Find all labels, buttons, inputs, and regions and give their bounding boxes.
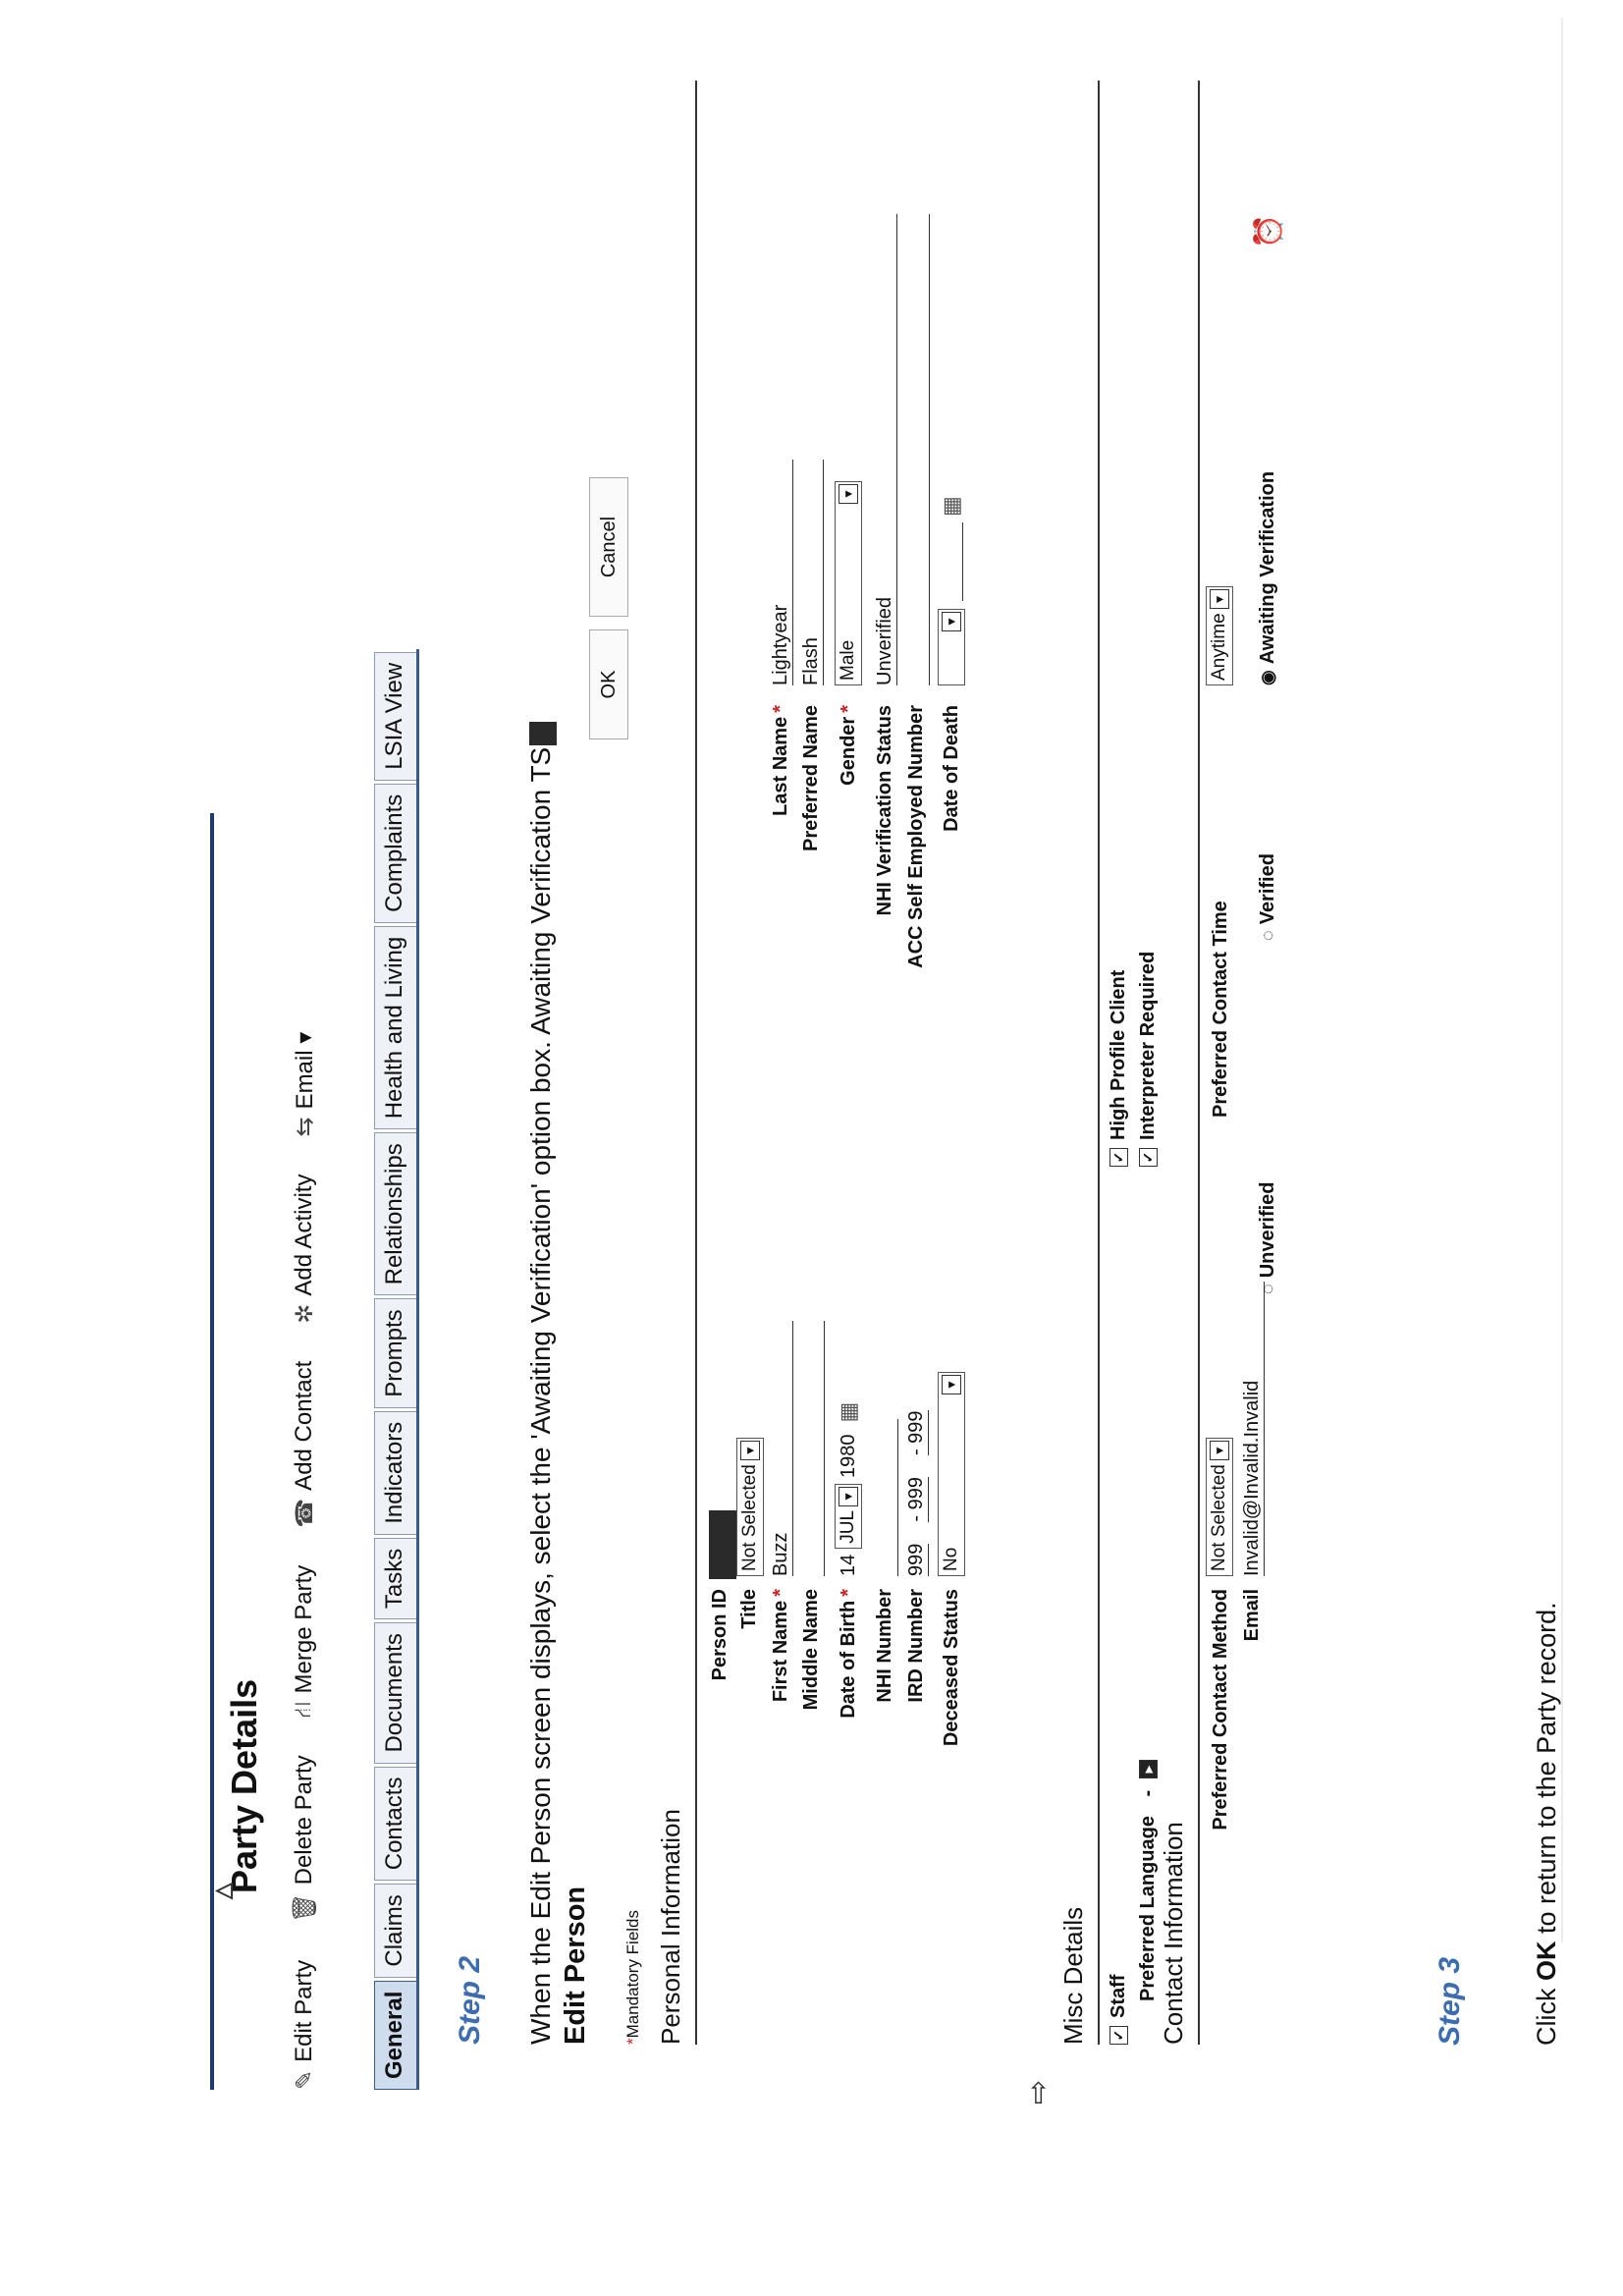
tab-claims[interactable]: Claims xyxy=(374,1884,416,1977)
preferred-language-label: Preferred Language - ▸ xyxy=(1137,1752,1160,2001)
party-details-title: △ Party Details xyxy=(210,1678,264,1899)
tab-lsia-view[interactable]: LSIA View xyxy=(374,652,416,781)
email-input[interactable]: Invalid@Invalid.Invalid xyxy=(1241,1282,1265,1576)
contact-info-title: Contact Information xyxy=(1159,1822,1188,2045)
edit-person-title: Edit Person xyxy=(560,1886,591,2045)
interpreter-checkbox[interactable]: ✓ xyxy=(1139,1148,1158,1167)
chevron-down-icon: ▼ xyxy=(1210,1441,1229,1460)
contact-method-label: Preferred Contact Method xyxy=(1210,1589,1231,1831)
title-select[interactable]: Not Selected ▼ xyxy=(736,1438,764,1576)
high-profile-row[interactable]: ✓High Profile Client xyxy=(1108,970,1130,1167)
redaction-box xyxy=(529,722,557,745)
dod-select[interactable] xyxy=(938,609,965,685)
interpreter-row[interactable]: ✓Interpreter Required xyxy=(1137,952,1160,1167)
add-contact-button[interactable]: ☎ Add Contact xyxy=(291,1360,318,1528)
acc-number-input[interactable] xyxy=(905,214,930,685)
contact-time-select[interactable]: Anytime ▼ xyxy=(1206,586,1233,685)
misc-details-title: Misc Details xyxy=(1058,1906,1088,2045)
dob-day[interactable]: 14 xyxy=(837,1554,859,1576)
ird-number-label: IRD Number xyxy=(905,1589,927,1703)
deceased-status-select[interactable]: No ▼ xyxy=(938,1372,965,1576)
chevron-down-icon: ▼ xyxy=(942,1375,961,1394)
gender-select[interactable]: Male ▼ xyxy=(835,481,862,685)
radio-selected-icon[interactable]: ◉ xyxy=(1258,670,1277,685)
tab-indicators[interactable]: Indicators xyxy=(374,1411,416,1535)
page-edge-line xyxy=(1561,18,1563,1942)
chevron-down-icon: ▼ xyxy=(1210,589,1229,609)
gear-icon: ✲ xyxy=(291,1303,318,1324)
tab-bar xyxy=(367,649,419,2090)
date-of-death-label: Date of Death xyxy=(941,705,962,832)
step-3-heading: Step 3 xyxy=(1434,1956,1466,2046)
action-bar xyxy=(285,715,324,2090)
preferred-name-label: Preferred Name xyxy=(800,705,822,851)
preferred-name-input[interactable]: Flash xyxy=(800,460,824,685)
email-icon: ⇆ xyxy=(291,1117,318,1137)
contact-time-label: Preferred Contact Time xyxy=(1210,901,1231,1118)
section-rule xyxy=(1198,81,1200,2045)
nhi-number-input[interactable] xyxy=(874,1419,898,1576)
email-menu-button[interactable]: ⇆ Email ▾ xyxy=(291,1031,318,1137)
pointer-icon: ⇨ xyxy=(1022,2079,1055,2105)
delete-party-button[interactable]: 🗑 Delete Party xyxy=(291,1755,318,1923)
tab-relationships[interactable]: Relationships xyxy=(374,1132,416,1295)
tab-complaints[interactable]: Complaints xyxy=(374,784,416,923)
ird-part-2[interactable]: - 999 xyxy=(905,1477,927,1522)
tab-general[interactable]: General xyxy=(374,1981,416,2090)
radio-unverified[interactable]: ◌Unverified xyxy=(1257,1181,1278,1294)
high-profile-checkbox[interactable]: ✓ xyxy=(1109,1148,1128,1167)
dob-group xyxy=(835,1402,862,1576)
tab-health-and-living[interactable]: Health and Living xyxy=(374,926,416,1129)
ok-button[interactable]: OK xyxy=(589,629,628,739)
person-id-redaction xyxy=(709,1510,736,1579)
tab-prompts[interactable]: Prompts xyxy=(374,1298,416,1407)
radio-empty-icon[interactable]: ◌ xyxy=(1258,930,1277,941)
add-activity-button[interactable]: ✲ Add Activity xyxy=(291,1174,318,1324)
email-label: Email xyxy=(1241,1589,1263,1642)
acc-self-employed-label: ACC Self Employed Number xyxy=(905,705,927,968)
ird-number-group xyxy=(905,1410,929,1576)
trash-icon: 🗑 xyxy=(291,1892,318,1923)
dob-year[interactable]: 1980 xyxy=(837,1434,859,1478)
step-2-heading: Step 2 xyxy=(454,1955,486,2045)
radio-empty-icon[interactable]: ◌ xyxy=(1258,1284,1277,1294)
tab-contacts[interactable]: Contacts xyxy=(374,1767,416,1882)
chevron-down-icon: ▼ xyxy=(942,612,961,631)
section-rule xyxy=(1098,81,1100,2045)
calendar-icon[interactable]: ▦ xyxy=(836,1401,860,1423)
middle-name-label: Middle Name xyxy=(800,1589,822,1711)
radio-verified[interactable]: ◌Verified xyxy=(1257,853,1278,941)
tab-documents[interactable]: Documents xyxy=(374,1622,416,1763)
chevron-down-icon: ▼ xyxy=(839,484,858,504)
staff-checkbox[interactable]: ✓ xyxy=(1109,2026,1128,2045)
nhi-number-label: NHI Number xyxy=(874,1589,895,1703)
first-name-input[interactable]: Buzz xyxy=(770,1321,793,1576)
dod-input[interactable] xyxy=(941,522,963,601)
chevron-down-icon: ▼ xyxy=(839,1487,858,1506)
merge-party-button[interactable]: ⛙ Merge Party xyxy=(290,1564,317,1719)
contact-method-select[interactable]: Not Selected ▼ xyxy=(1206,1438,1233,1576)
ird-part-1[interactable]: 999 xyxy=(905,1543,927,1576)
ird-part-3[interactable]: - 999 xyxy=(905,1410,927,1456)
contact-icon: ☎ xyxy=(291,1498,318,1528)
person-id-label: Person ID xyxy=(709,1589,730,1681)
title-label: Title xyxy=(738,1589,760,1629)
nhi-verification-label: NHI Verification Status xyxy=(874,705,895,916)
clock-icon[interactable]: ⏰ xyxy=(1253,214,1283,248)
section-rule xyxy=(695,81,697,2045)
radio-awaiting-verification[interactable]: ◉Awaiting Verification xyxy=(1257,470,1278,685)
middle-name-input[interactable] xyxy=(800,1321,825,1576)
staff-checkbox-row[interactable]: ✓Staff xyxy=(1108,1975,1130,2045)
last-name-input[interactable]: Lightyear xyxy=(770,460,793,685)
cancel-button[interactable]: Cancel xyxy=(589,477,628,617)
dob-label: Date of Birth* xyxy=(838,1589,859,1719)
deceased-status-label: Deceased Status xyxy=(941,1589,962,1747)
chevron-down-icon: ▼ xyxy=(740,1441,760,1460)
merge-icon: ⛙ xyxy=(290,1701,316,1719)
gender-label: Gender* xyxy=(838,705,859,786)
dob-month-select[interactable]: JUL ▼ xyxy=(835,1484,862,1549)
first-name-label: First Name* xyxy=(770,1589,791,1703)
step-2-instruction: When the Edit Person screen displays, select the 'Awaiting Verification' option box. Awaiting Verification TS xyxy=(525,722,557,2045)
edit-party-button[interactable]: ✎ Edit Party xyxy=(291,1959,318,2090)
mandatory-note: *Mandatory Fields xyxy=(623,1909,642,2045)
last-name-label: Last Name* xyxy=(770,705,791,816)
calendar-icon[interactable]: ▦ xyxy=(939,496,963,517)
personal-info-title: Personal Information xyxy=(656,1809,685,2045)
expand-icon[interactable]: ▸ xyxy=(1139,1760,1158,1778)
step-3-instruction: Click OK to return to the Party record. xyxy=(1532,1602,1561,2046)
nhi-verification-value: Unverified xyxy=(874,214,897,685)
tab-tasks[interactable]: Tasks xyxy=(374,1538,416,1619)
date-of-death-group xyxy=(938,496,965,685)
cursor-icon: △ xyxy=(210,1883,235,1899)
pencil-icon: ✎ xyxy=(291,2069,318,2090)
